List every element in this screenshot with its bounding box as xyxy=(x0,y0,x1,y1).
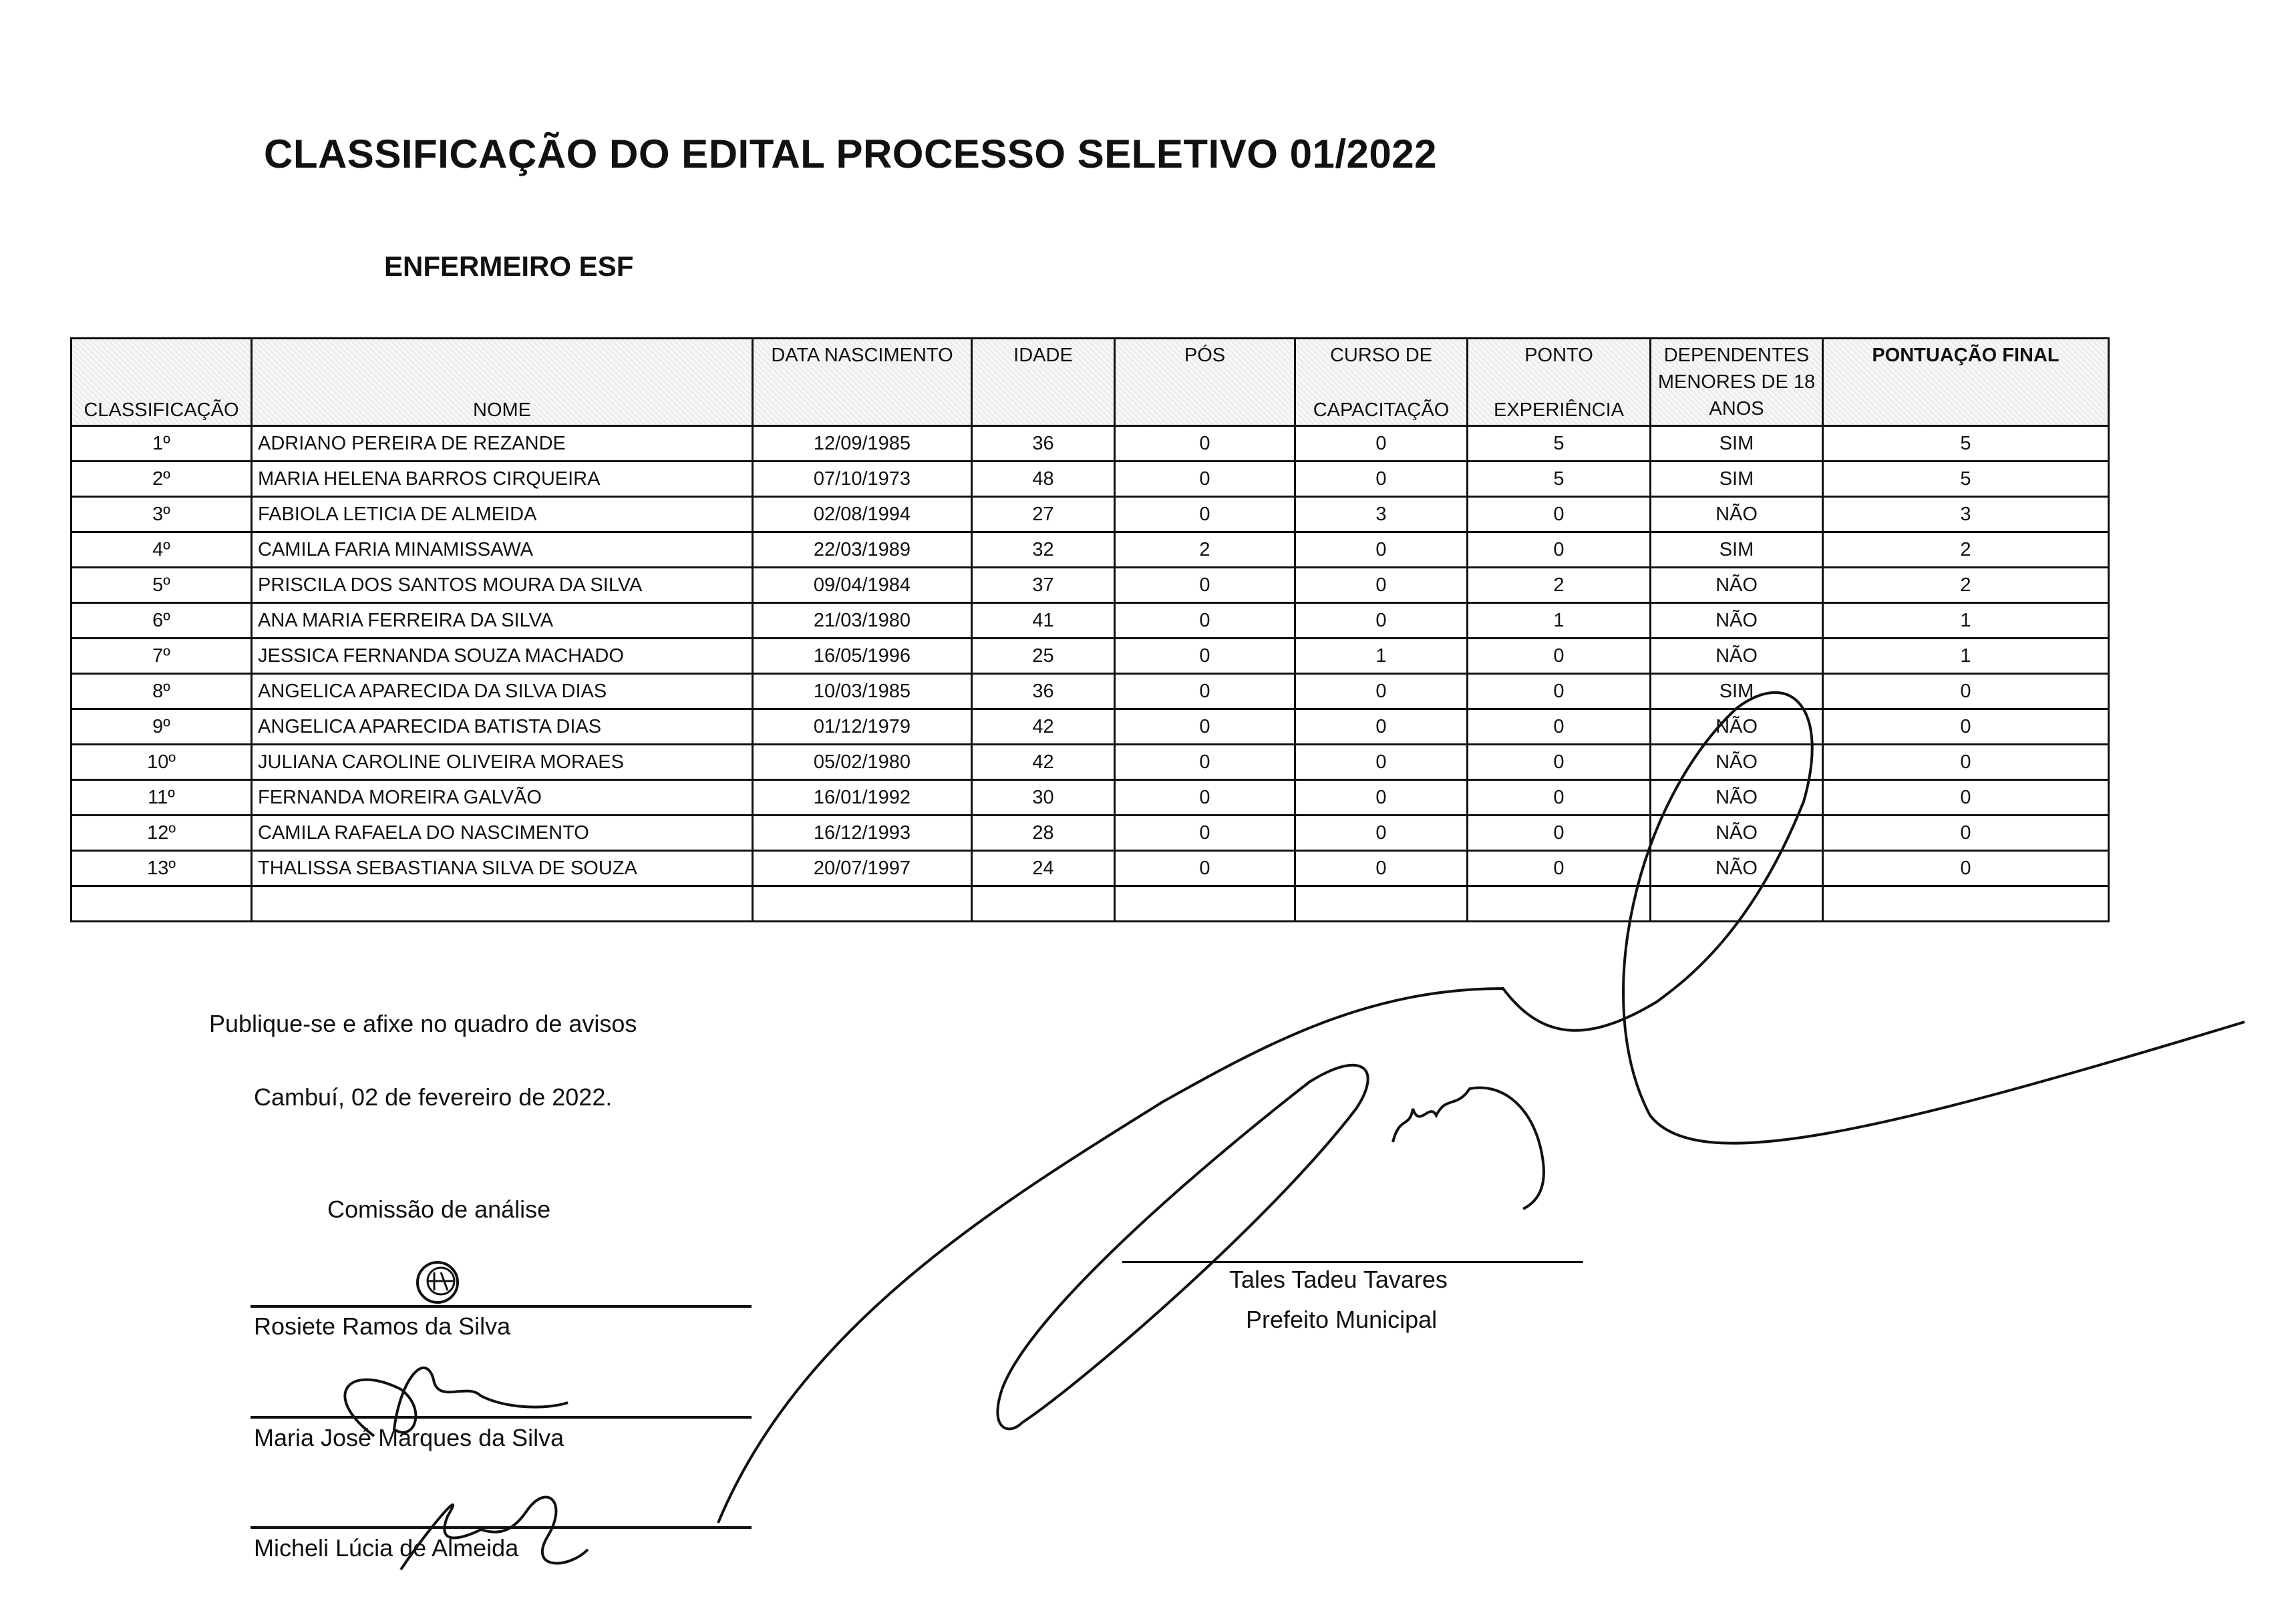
name-cell: JESSICA FERNANDA SOUZA MACHADO xyxy=(252,639,753,674)
course-cell: 0 xyxy=(1295,568,1468,603)
final-score-cell: 2 xyxy=(1823,568,2109,603)
empty-cell xyxy=(1115,886,1295,922)
rank-cell: 13º xyxy=(71,851,252,886)
birthdate-cell: 09/04/1984 xyxy=(753,568,972,603)
birthdate-cell: 12/09/1985 xyxy=(753,426,972,462)
name-cell: ANA MARIA FERREIRA DA SILVA xyxy=(252,603,753,639)
course-cell: 0 xyxy=(1295,816,1468,851)
rank-cell: 7º xyxy=(71,639,252,674)
table-row xyxy=(71,709,2109,745)
birthdate-cell: 01/12/1979 xyxy=(753,709,972,745)
course-cell: 0 xyxy=(1295,780,1468,816)
table-row xyxy=(71,674,2109,709)
birthdate-cell: 02/08/1994 xyxy=(753,497,972,532)
age-cell: 36 xyxy=(972,426,1115,462)
signature-line xyxy=(251,1526,752,1529)
final-score-cell: 2 xyxy=(1823,532,2109,568)
experience-cell: 0 xyxy=(1468,532,1651,568)
dependents-cell: NÃO xyxy=(1651,816,1823,851)
empty-cell xyxy=(753,886,972,922)
experience-cell: 5 xyxy=(1468,462,1651,497)
course-cell: 0 xyxy=(1295,532,1468,568)
birthdate-cell: 16/12/1993 xyxy=(753,816,972,851)
age-cell: 42 xyxy=(972,709,1115,745)
final-score-cell: 1 xyxy=(1823,603,2109,639)
table-row xyxy=(71,497,2109,532)
birthdate-cell: 21/03/1980 xyxy=(753,603,972,639)
header-ponto-experiencia: PONTO EXPERIÊNCIA xyxy=(1468,339,1651,426)
table-header-row xyxy=(71,339,2109,426)
dependents-cell: NÃO xyxy=(1651,709,1823,745)
pos-grad-cell: 0 xyxy=(1115,568,1295,603)
table-row xyxy=(71,462,2109,497)
experience-cell: 0 xyxy=(1468,497,1651,532)
signatory-name: Maria José Marques da Silva xyxy=(254,1424,564,1451)
empty-cell xyxy=(1823,886,2109,922)
empty-cell xyxy=(1651,886,1823,922)
empty-table-row xyxy=(71,886,2109,922)
experience-cell: 1 xyxy=(1468,603,1651,639)
pos-grad-cell: 0 xyxy=(1115,462,1295,497)
table-row xyxy=(71,603,2109,639)
experience-cell: 0 xyxy=(1468,816,1651,851)
experience-cell: 0 xyxy=(1468,674,1651,709)
course-cell: 0 xyxy=(1295,709,1468,745)
pos-grad-cell: 0 xyxy=(1115,851,1295,886)
mayor-signature-loop xyxy=(997,1065,1367,1429)
name-cell: MARIA HELENA BARROS CIRQUEIRA xyxy=(252,462,753,497)
header-data-nascimento: DATA NASCIMENTO xyxy=(753,339,972,426)
table-row xyxy=(71,851,2109,886)
age-cell: 24 xyxy=(972,851,1115,886)
final-score-cell: 5 xyxy=(1823,462,2109,497)
experience-cell: 0 xyxy=(1468,709,1651,745)
signature-line xyxy=(251,1416,752,1419)
final-score-cell: 3 xyxy=(1823,497,2109,532)
table-row xyxy=(71,780,2109,816)
final-score-cell: 1 xyxy=(1823,639,2109,674)
signature-line xyxy=(251,1305,752,1308)
experience-cell: 2 xyxy=(1468,568,1651,603)
final-score-cell: 0 xyxy=(1823,709,2109,745)
age-cell: 36 xyxy=(972,674,1115,709)
final-score-cell: 0 xyxy=(1823,674,2109,709)
header-pos: PÓS xyxy=(1115,339,1295,426)
dependents-cell: NÃO xyxy=(1651,745,1823,780)
course-cell: 0 xyxy=(1295,426,1468,462)
pos-grad-cell: 0 xyxy=(1115,426,1295,462)
mayor-role: Prefeito Municipal xyxy=(1246,1306,1438,1333)
name-cell: ANGELICA APARECIDA BATISTA DIAS xyxy=(252,709,753,745)
course-cell: 0 xyxy=(1295,674,1468,709)
dependents-cell: NÃO xyxy=(1651,603,1823,639)
empty-cell xyxy=(71,886,252,922)
dependents-cell: SIM xyxy=(1651,426,1823,462)
course-cell: 1 xyxy=(1295,639,1468,674)
rank-cell: 10º xyxy=(71,745,252,780)
mayor-signature-line xyxy=(1122,1261,1583,1263)
experience-cell: 0 xyxy=(1468,851,1651,886)
final-score-cell: 0 xyxy=(1823,745,2109,780)
rank-cell: 5º xyxy=(71,568,252,603)
document-title: CLASSIFICAÇÃO DO EDITAL PROCESSO SELETIVO 01/2022 xyxy=(264,132,1437,176)
birthdate-cell: 20/07/1997 xyxy=(753,851,972,886)
pos-grad-cell: 0 xyxy=(1115,674,1295,709)
publish-note: Publique-se e afixe no quadro de avisos xyxy=(209,1010,637,1037)
course-cell: 0 xyxy=(1295,851,1468,886)
birthdate-cell: 10/03/1985 xyxy=(753,674,972,709)
rank-cell: 6º xyxy=(71,603,252,639)
course-cell: 3 xyxy=(1295,497,1468,532)
name-cell: ANGELICA APARECIDA DA SILVA DIAS xyxy=(252,674,753,709)
committee-label: Comissão de análise xyxy=(327,1196,551,1223)
header-dependentes: DEPENDENTES MENORES DE 18 ANOS xyxy=(1651,339,1823,426)
birthdate-cell: 07/10/1973 xyxy=(753,462,972,497)
final-score-cell: 0 xyxy=(1823,851,2109,886)
stamp-seal xyxy=(418,1262,458,1302)
rank-cell: 2º xyxy=(71,462,252,497)
mayor-signature-scribble xyxy=(1393,1087,1544,1209)
pos-grad-cell: 0 xyxy=(1115,816,1295,851)
name-cell: PRISCILA DOS SANTOS MOURA DA SILVA xyxy=(252,568,753,603)
pos-grad-cell: 0 xyxy=(1115,745,1295,780)
birthdate-cell: 16/05/1996 xyxy=(753,639,972,674)
table-row xyxy=(71,568,2109,603)
empty-cell xyxy=(972,886,1115,922)
dependents-cell: SIM xyxy=(1651,532,1823,568)
empty-cell xyxy=(1295,886,1468,922)
dependents-cell: NÃO xyxy=(1651,497,1823,532)
age-cell: 30 xyxy=(972,780,1115,816)
course-cell: 0 xyxy=(1295,745,1468,780)
table-body xyxy=(71,426,2109,922)
date-line: Cambuí, 02 de fevereiro de 2022. xyxy=(254,1083,613,1111)
classification-table xyxy=(70,337,2110,922)
name-cell: FERNANDA MOREIRA GALVÃO xyxy=(252,780,753,816)
experience-cell: 0 xyxy=(1468,639,1651,674)
header-pontuacao-final: PONTUAÇÃO FINAL xyxy=(1823,339,2109,426)
pos-grad-cell: 0 xyxy=(1115,780,1295,816)
age-cell: 41 xyxy=(972,603,1115,639)
header-idade: IDADE xyxy=(972,339,1115,426)
position-title: ENFERMEIRO ESF xyxy=(384,250,634,282)
header-nome: NOME xyxy=(252,339,753,426)
pos-grad-cell: 0 xyxy=(1115,639,1295,674)
experience-cell: 0 xyxy=(1468,780,1651,816)
rank-cell: 4º xyxy=(71,532,252,568)
age-cell: 25 xyxy=(972,639,1115,674)
age-cell: 27 xyxy=(972,497,1115,532)
rank-cell: 3º xyxy=(71,497,252,532)
rank-cell: 8º xyxy=(71,674,252,709)
empty-cell xyxy=(1468,886,1651,922)
rank-cell: 1º xyxy=(71,426,252,462)
birthdate-cell: 05/02/1980 xyxy=(753,745,972,780)
experience-cell: 5 xyxy=(1468,426,1651,462)
name-cell: CAMILA FARIA MINAMISSAWA xyxy=(252,532,753,568)
dependents-cell: NÃO xyxy=(1651,851,1823,886)
signatory-name: Micheli Lúcia de Almeida xyxy=(254,1534,519,1562)
age-cell: 48 xyxy=(972,462,1115,497)
dependents-cell: NÃO xyxy=(1651,780,1823,816)
mayor-name: Tales Tadeu Tavares xyxy=(1229,1266,1448,1293)
dependents-cell: NÃO xyxy=(1651,639,1823,674)
table-row xyxy=(71,532,2109,568)
birthdate-cell: 16/01/1992 xyxy=(753,780,972,816)
table-row xyxy=(71,745,2109,780)
age-cell: 42 xyxy=(972,745,1115,780)
pos-grad-cell: 0 xyxy=(1115,603,1295,639)
rank-cell: 11º xyxy=(71,780,252,816)
signatory-name: Rosiete Ramos da Silva xyxy=(254,1312,511,1340)
rank-cell: 12º xyxy=(71,816,252,851)
age-cell: 28 xyxy=(972,816,1115,851)
age-cell: 32 xyxy=(972,532,1115,568)
final-score-cell: 0 xyxy=(1823,816,2109,851)
course-cell: 0 xyxy=(1295,603,1468,639)
name-cell: CAMILA RAFAELA DO NASCIMENTO xyxy=(252,816,753,851)
dependents-cell: SIM xyxy=(1651,462,1823,497)
pos-grad-cell: 0 xyxy=(1115,497,1295,532)
name-cell: JULIANA CAROLINE OLIVEIRA MORAES xyxy=(252,745,753,780)
pos-grad-cell: 2 xyxy=(1115,532,1295,568)
header-classificacao: CLASSIFICAÇÃO xyxy=(71,339,252,426)
pos-grad-cell: 0 xyxy=(1115,709,1295,745)
final-score-cell: 0 xyxy=(1823,780,2109,816)
table-row xyxy=(71,426,2109,462)
empty-cell xyxy=(252,886,753,922)
final-score-cell: 5 xyxy=(1823,426,2109,462)
header-curso-capacitacao: CURSO DE CAPACITAÇÃO xyxy=(1295,339,1468,426)
name-cell: ADRIANO PEREIRA DE REZANDE xyxy=(252,426,753,462)
table-row xyxy=(71,816,2109,851)
name-cell: FABIOLA LETICIA DE ALMEIDA xyxy=(252,497,753,532)
dependents-cell: NÃO xyxy=(1651,568,1823,603)
table-row xyxy=(71,639,2109,674)
age-cell: 37 xyxy=(972,568,1115,603)
dependents-cell: SIM xyxy=(1651,674,1823,709)
birthdate-cell: 22/03/1989 xyxy=(753,532,972,568)
name-cell: THALISSA SEBASTIANA SILVA DE SOUZA xyxy=(252,851,753,886)
experience-cell: 0 xyxy=(1468,745,1651,780)
course-cell: 0 xyxy=(1295,462,1468,497)
rank-cell: 9º xyxy=(71,709,252,745)
